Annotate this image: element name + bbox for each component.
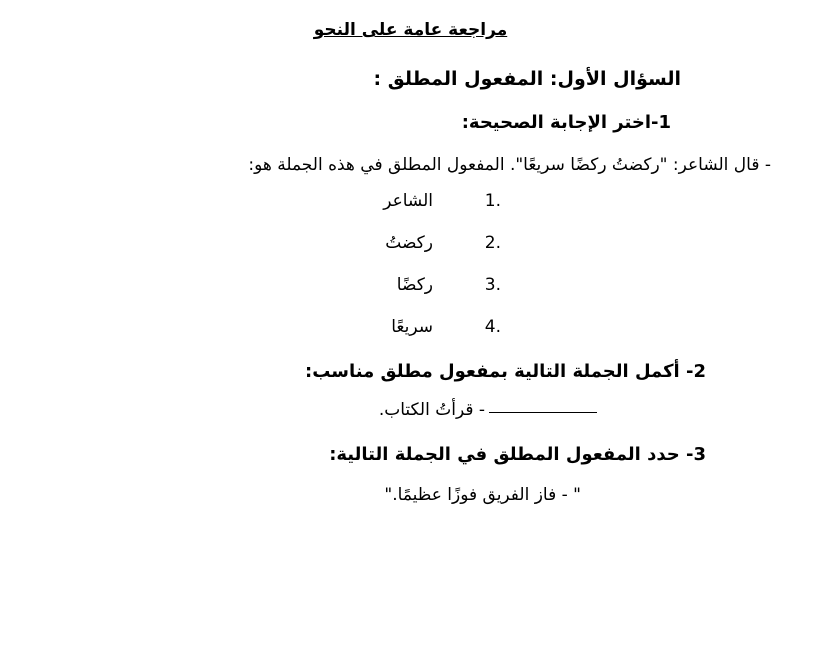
choice-number: 1.	[484, 191, 501, 211]
subheading-choose-correct-answer: 1-اختر الإجابة الصحيحة:	[461, 112, 671, 133]
choice-number: 3.	[484, 275, 501, 295]
question-2-sentence: - قرأتُ الكتاب.	[378, 400, 485, 420]
page-title: مراجعة عامة على النحو	[313, 20, 508, 40]
choice-number: 2.	[484, 233, 501, 253]
answer-blank[interactable]	[489, 411, 597, 413]
choice-label: سريعًا	[391, 317, 433, 337]
list-item[interactable]	[40, 233, 781, 253]
choice-label: ركضتُ	[385, 233, 433, 253]
question-1-choices	[40, 191, 781, 337]
section-heading-question-one: السؤال الأول: المفعول المطلق :	[373, 68, 681, 90]
question-3-heading: 3- حدد المفعول المطلق في الجملة التالية:	[329, 444, 706, 465]
choice-label: ركضًا	[396, 275, 433, 295]
list-item[interactable]	[40, 191, 781, 211]
question-1-prompt: - قال الشاعر: "ركضتُ ركضًا سريعًا". المفعول المطلق في هذه الجملة هو:	[248, 155, 771, 175]
question-2-answer-line	[40, 400, 781, 420]
list-item[interactable]	[40, 317, 781, 337]
question-3-quote: " - فاز الفريق فوزًا عظيمًا."	[384, 485, 581, 505]
question-2-heading: 2- أكمل الجملة التالية بمفعول مطلق مناسب:	[305, 361, 706, 382]
choice-number: 4.	[484, 317, 501, 337]
list-item[interactable]	[40, 275, 781, 295]
choice-label: الشاعر	[383, 191, 433, 211]
